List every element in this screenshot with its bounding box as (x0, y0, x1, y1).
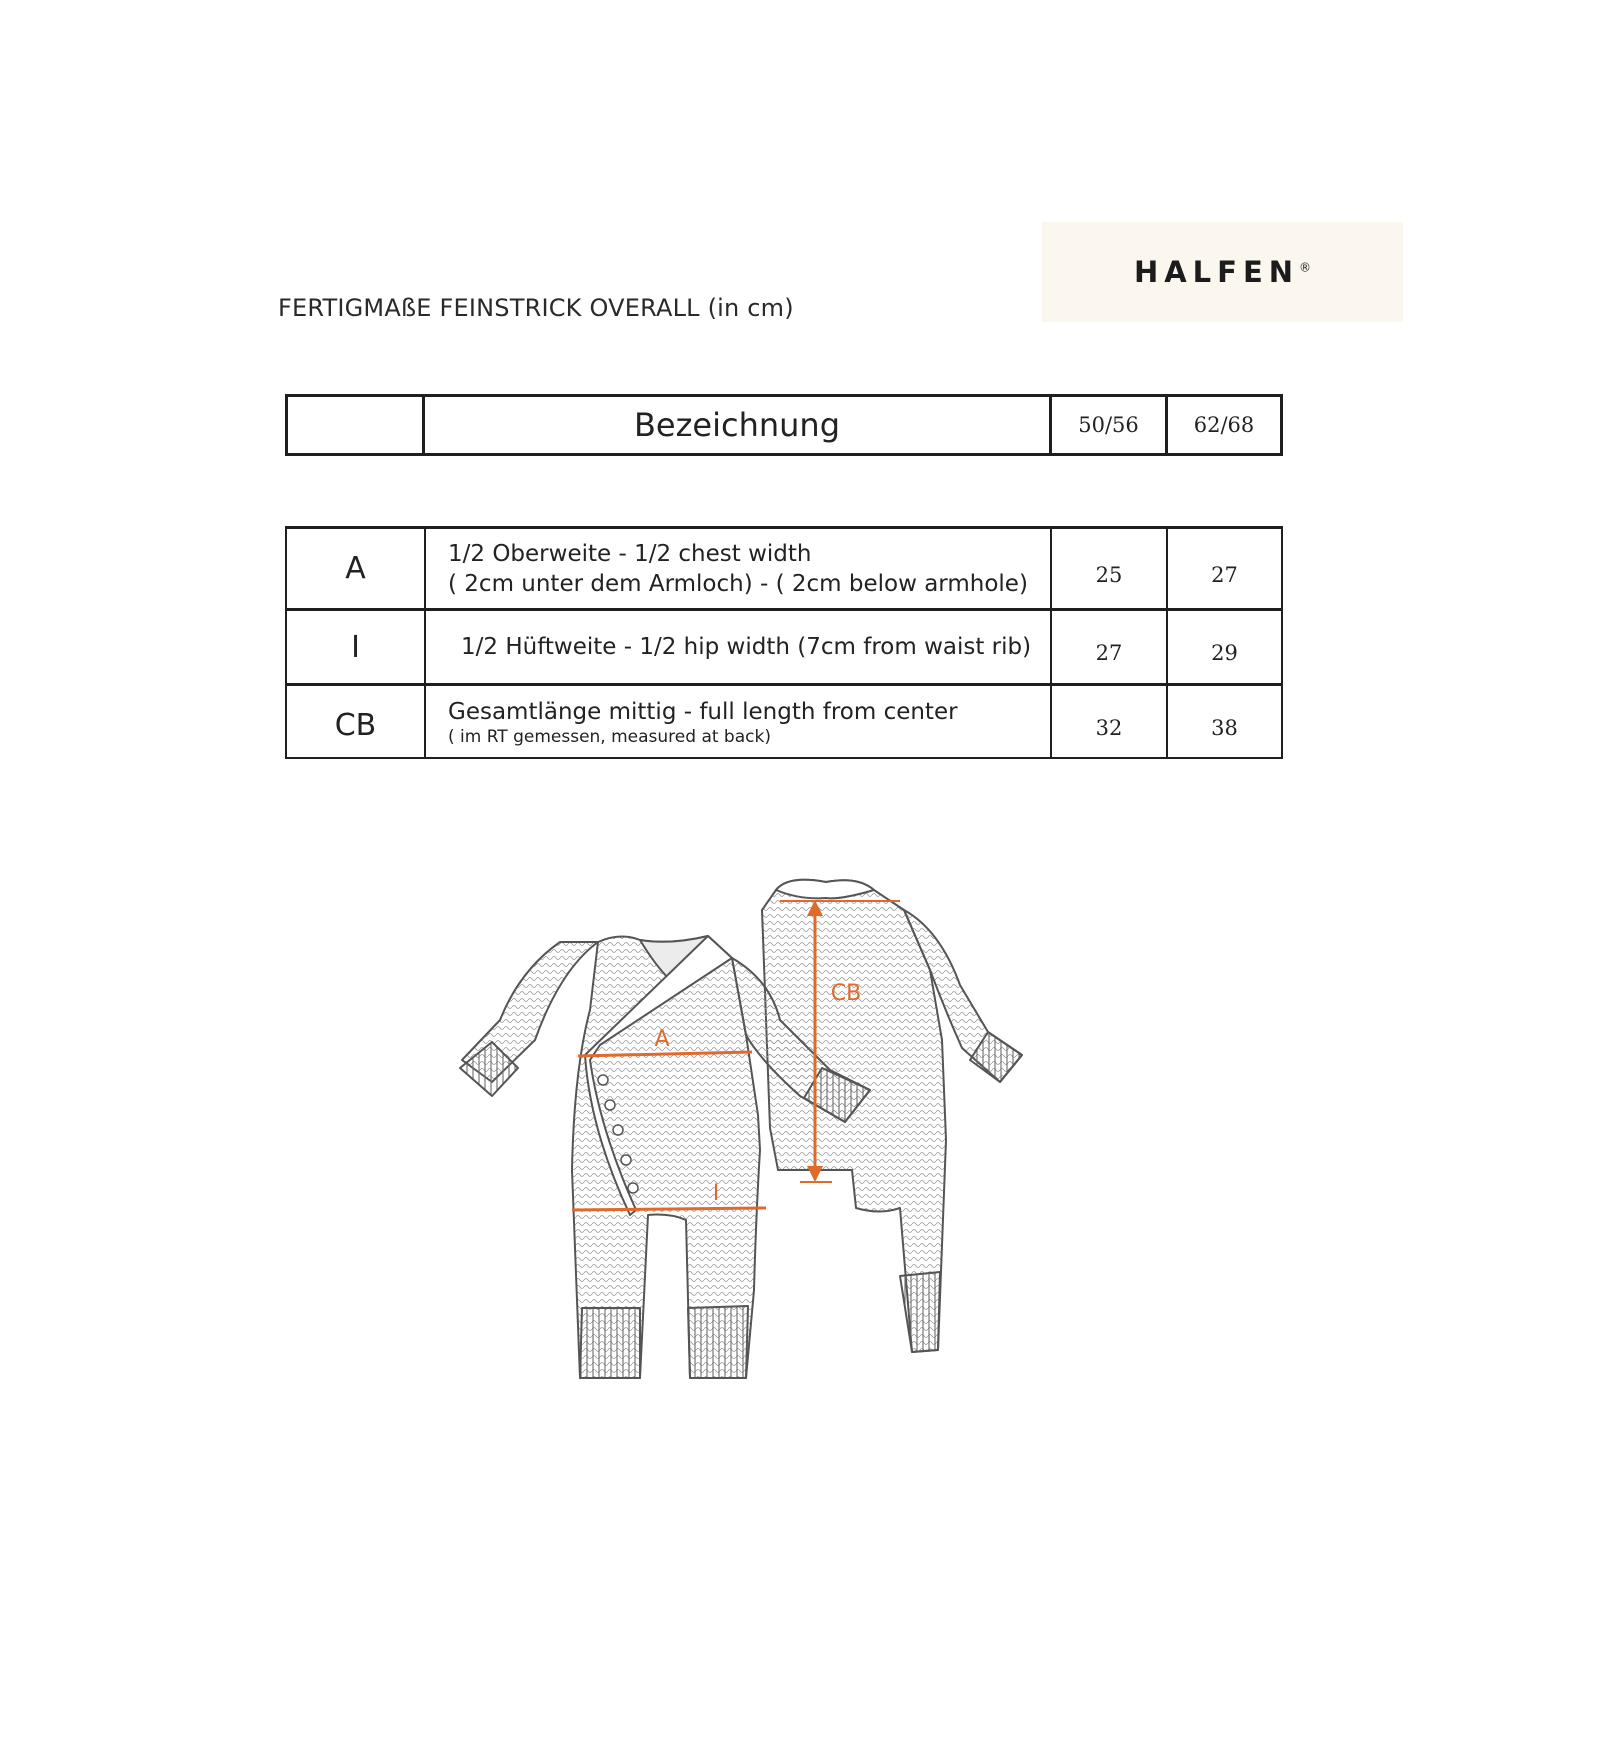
front-right-leg-cuff (688, 1306, 748, 1378)
button (605, 1100, 615, 1110)
measure-i-label: I (712, 1181, 720, 1206)
button (628, 1183, 638, 1193)
row-description-sub: ( 2cm unter dem Armloch) - ( 2cm below armhole) (448, 570, 1028, 597)
back-leg-cuff (900, 1272, 940, 1352)
table-row (287, 529, 1281, 608)
row-description-main: 1/2 Oberweite - 1/2 chest width (448, 540, 812, 567)
measure-cb-label: CB (830, 981, 862, 1006)
row-key: A (287, 529, 426, 608)
row-description (426, 529, 1052, 608)
brand-logo (1042, 222, 1403, 322)
header-size-2: 62/68 (1193, 413, 1255, 437)
header-blank-cell (288, 397, 425, 453)
table-row (287, 683, 1281, 757)
registered-mark: ® (1299, 260, 1312, 275)
header-designation: Bezeichnung (425, 397, 1052, 453)
table-row (287, 608, 1281, 683)
back-view-garment (762, 880, 1022, 1352)
measure-a-label: A (654, 1027, 670, 1052)
row-value-size-2: 27 (1211, 562, 1238, 587)
row-description (426, 686, 1052, 757)
brand-name: HALFEN® (1133, 255, 1312, 289)
button (621, 1155, 631, 1165)
overall-illustration (440, 870, 1040, 1430)
button (598, 1075, 608, 1085)
row-value-size-2: 38 (1211, 715, 1238, 740)
row-key: CB (287, 686, 426, 757)
page-title: FERTIGMAßE FEINSTRICK OVERALL (in cm) (278, 294, 794, 322)
row-description-sub: ( im RT gemessen, measured at back) (448, 726, 771, 747)
row-description-main: 1/2 Hüftweite - 1/2 hip width (7cm from waist rib) (461, 634, 1032, 660)
button (613, 1125, 623, 1135)
row-value-size-2: 29 (1211, 641, 1238, 665)
row-value-size-1: 27 (1052, 611, 1168, 683)
row-value-size-1: 32 (1052, 686, 1168, 757)
row-key: I (287, 611, 426, 683)
row-description (426, 611, 1052, 683)
measure-i (572, 1208, 766, 1210)
front-left-leg-cuff (580, 1308, 640, 1378)
row-value-size-1: 25 (1052, 529, 1168, 608)
header-size-1: 50/56 (1052, 397, 1168, 453)
row-description-main: Gesamtlänge mittig - full length from center (448, 698, 958, 725)
size-header-table (285, 394, 1283, 456)
measurement-table (285, 526, 1283, 759)
